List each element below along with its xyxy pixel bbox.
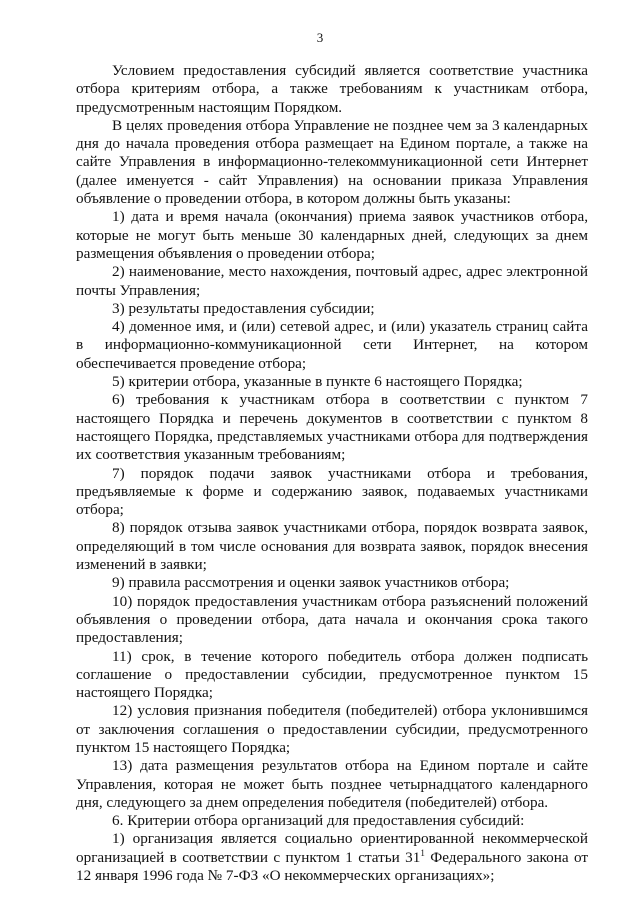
- list-item-1: 1) дата и время начала (окончания) приема заявок участников отбора, которые не могут быть меньше 30 календарных дней, следующих за днем размещения объявления о проведении отбора;: [76, 208, 588, 262]
- list-item-5: 5) критерии отбора, указанные в пункте 6 настоящего Порядка;: [112, 373, 523, 391]
- list-item-10: 10) порядок предоставления участникам отбора разъяснений положений объявления о проведении отбора, дата начала и окончания срока такого предоставления;: [76, 592, 588, 647]
- list-item-4: 4) доменное имя, и (или) сетевой адрес, и (или) указатель страниц сайта в информационно-коммуникационной сети Интернет, на котором обеспечивается проведение отбора;: [76, 318, 588, 372]
- list-item-2: 2) наименование, место нахождения, почтовый адрес, адрес электронной почты Управления;: [76, 263, 588, 299]
- list-item-7: 7) порядок подачи заявок участниками отбора и требования, предъявляемые к форме и содержанию заявок, подаваемых участниками отбора;: [76, 464, 588, 519]
- list-item-9: 9) правила рассмотрения и оценки заявок участников отбора;: [112, 574, 510, 592]
- list-item-8: 8) порядок отзыва заявок участниками отбора, порядок возврата заявок, определяющий в том числе основания для возврата заявок, порядок внесения изменений в заявки;: [76, 519, 588, 574]
- list-item-11: 11) срок, в течение которого победитель отбора должен подписать соглашение о предоставлении субсидии, предусмотренное пунктом 15 настоящего Порядка;: [76, 647, 588, 702]
- list-item-13: 13) дата размещения результатов отбора на Едином портале и сайте Управления, которая не может быть позднее четырнадцатого календарного дня, следующего за днем определения победителя (победителей) отбора.: [76, 757, 588, 811]
- article-superscript: 1: [420, 847, 425, 858]
- list-item-12: 12) условия признания победителя (победителей) отбора уклонившимся от заключения соглашения о предоставлении субсидии, предусмотренного пунктом 15 настоящего Порядка;: [76, 702, 588, 756]
- criteria-item-1-text-b: Федерального закона от 12 января 1996 года № 7-ФЗ «О некоммерческих организациях»;: [76, 848, 588, 885]
- criteria-item-1-text-a: 1) организация является социально ориентированной некоммерческой организацией в соответствии с пунктом 1 статьи 31: [76, 830, 588, 866]
- page-number: 3: [316, 30, 324, 45]
- paragraph-announcement: В целях проведения отбора Управление не позднее чем за 3 календарных дня до начала проведения отбора размещает на Едином портале, а также на сайте Управления в информационно-телекоммуникационной сети Интернет (далее именуется - сайт Управления) на основании приказа Управления объявление о проведении отбора, в котором должны быть указаны:: [76, 116, 588, 208]
- list-item-3: 3) результаты предоставления субсидии;: [112, 299, 375, 317]
- document-body: [76, 62, 588, 885]
- paragraph-intro: Условием предоставления субсидий является соответствие участника отбора критериям отбора, а также требованиям к участникам отбора, предусмотренным настоящим Порядком.: [76, 62, 588, 116]
- list-item-6: 6) требования к участникам отбора в соответствии с пунктом 7 настоящего Порядка и перечень документов в соответствии с пунктом 8 настоящего Порядка, представляемых участниками отбора для подтверждения их соответствия указанным требованиям;: [76, 391, 588, 464]
- criteria-item-1: [76, 830, 588, 885]
- section-6-heading: 6. Критерии отбора организаций для предоставления субсидий:: [112, 812, 525, 830]
